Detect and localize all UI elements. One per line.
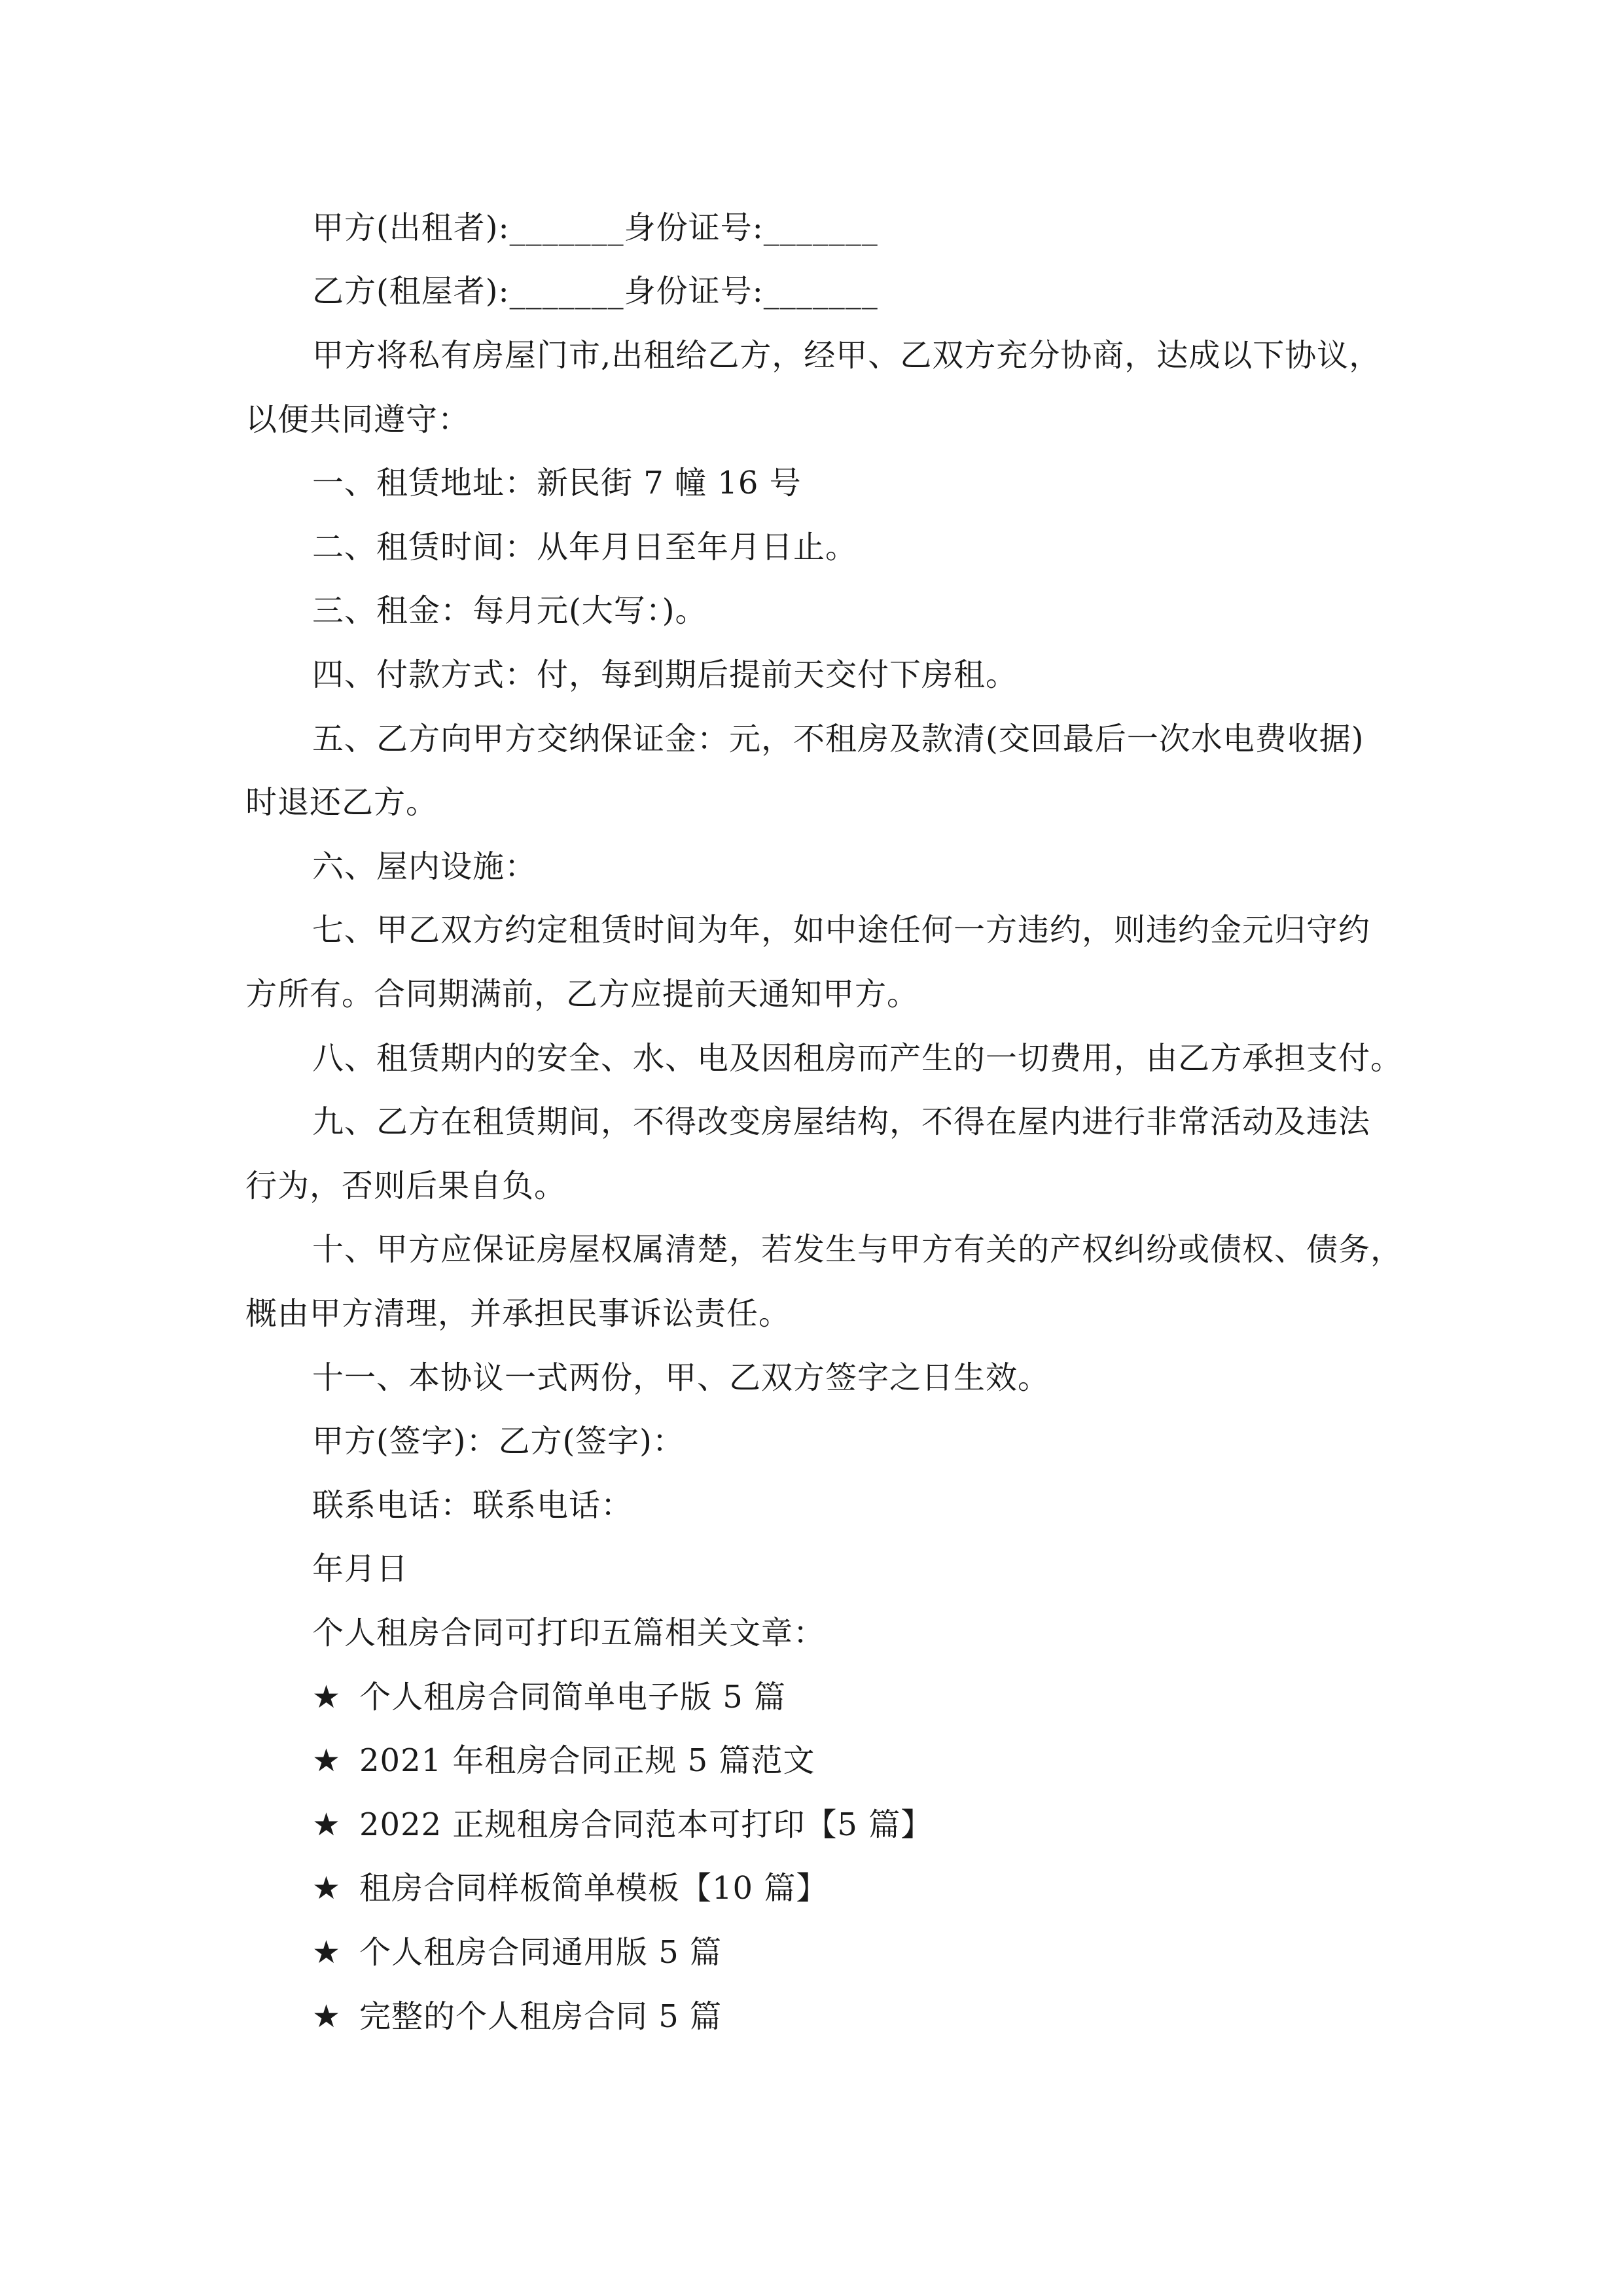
clause-3: 三、租金：每月元(大写：)。 (312, 592, 707, 629)
clause-11: 十一、本协议一式两份，甲、乙双方签字之日生效。 (312, 1359, 1050, 1396)
phone-line: 联系电话：联系电话： (312, 1487, 633, 1524)
related-link-label: 完整的个人租房合同 5 篇 (359, 1998, 722, 2035)
clause-6: 六、屋内设施： (312, 848, 537, 885)
clause-7-line-1: 七、甲乙双方约定租赁时间为年，如中途任何一方违约，则违约金元归守约 (312, 912, 1371, 948)
related-link[interactable] (312, 1677, 1464, 1717)
related-link-label: 租房合同样板简单模板【10 篇】 (359, 1870, 829, 1907)
clause-5-line-2: 时退还乙方。 (245, 784, 438, 821)
clause-8: 八、租赁期内的安全、水、电及因租房而产生的一切费用，由乙方承担支付。 (312, 1040, 1403, 1077)
related-link-label: 个人租房合同简单电子版 5 篇 (359, 1679, 787, 1715)
intro-line-2: 以便共同遵守： (245, 401, 471, 438)
star-icon: ★ (312, 1742, 342, 1779)
clause-10-line-1: 十、甲方应保证房屋权属清楚，若发生与甲方有关的产权纠纷或债权、债务， (312, 1231, 1403, 1268)
clause-7-line-2: 方所有。合同期满前，乙方应提前天通知甲方。 (245, 976, 919, 1013)
clause-10-line-2: 概由甲方清理，并承担民事诉讼责任。 (245, 1295, 791, 1332)
related-link-label: 个人租房合同通用版 5 篇 (359, 1934, 722, 1971)
related-link-label: 2021 年租房合同正规 5 篇范文 (359, 1742, 815, 1779)
clause-2: 二、租赁时间：从年月日至年月日止。 (312, 529, 858, 565)
related-link[interactable] (312, 1805, 1464, 1844)
signature-line: 甲方(签字)：乙方(签字)： (312, 1423, 685, 1460)
related-link[interactable] (312, 1933, 1464, 1972)
clause-1: 一、租赁地址：新民街 7 幢 16 号 (312, 465, 802, 501)
related-link[interactable] (312, 1869, 1464, 1908)
clause-4: 四、付款方式：付，每到期后提前天交付下房租。 (312, 656, 1018, 693)
related-link[interactable] (312, 1741, 1464, 1780)
star-icon: ★ (312, 1934, 342, 1971)
clause-5-line-1: 五、乙方向甲方交纳保证金：元，不租房及款清(交回最后一次水电费收据) (312, 721, 1364, 757)
date-line: 年月日 (312, 1551, 409, 1587)
related-link-label: 2022 正规租房合同范本可打印【5 篇】 (359, 1806, 933, 1843)
star-icon: ★ (312, 1998, 342, 2035)
star-icon: ★ (312, 1806, 342, 1843)
clause-9-line-1: 九、乙方在租赁期间，不得改变房屋结构，不得在屋内进行非常活动及违法 (312, 1103, 1371, 1140)
star-icon: ★ (312, 1679, 342, 1715)
related-link[interactable] (312, 1997, 1464, 2036)
star-icon: ★ (312, 1870, 342, 1907)
party-b-line: 乙方(租屋者):_______身份证号:_______ (312, 273, 878, 310)
party-a-line: 甲方(出租者):_______身份证号:_______ (312, 209, 878, 246)
clause-9-line-2: 行为，否则后果自负。 (245, 1168, 567, 1204)
intro-line-1: 甲方将私有房屋门市,出租给乙方，经甲、乙双方充分协商，达成以下协议， (312, 337, 1382, 374)
related-heading: 个人租房合同可打印五篇相关文章： (312, 1615, 826, 1651)
